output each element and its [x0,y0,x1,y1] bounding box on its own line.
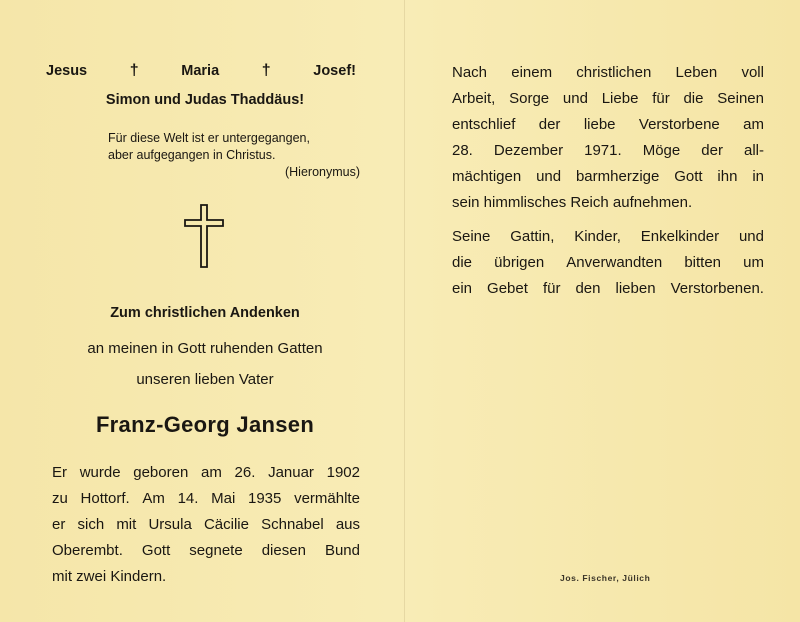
obituary-paragraph [452,60,764,216]
text-line: Arbeit, Sorge und Liebe für die Seinen [452,90,764,107]
quote-attribution: (Hieronymus) [284,165,360,179]
deceased-name: Franz-Georg Jansen [95,412,315,437]
dedication-line: an meinen in Gott ruhenden Gatten [87,340,323,357]
name-jesus: Jesus [46,63,88,79]
biography-paragraph [52,460,360,590]
printer-imprint: Jos. Fischer, Jülich [560,573,651,583]
text-line: Nach einem christlichen Leben voll [452,64,764,81]
text-line: mit zwei Kindern. [52,568,167,585]
quote-block [108,130,360,181]
name-maria: Maria [181,63,220,79]
text-line: entschlief der liebe Verstorbene am [452,116,764,133]
apostles-line: Simon und Judas Thaddäus! [105,92,305,108]
text-line: mächtigen und barmherzige Gott ihn in [452,168,764,185]
text-line: er sich mit Ursula Cäcilie Schnabel aus [52,516,360,533]
quote-line: aber aufgegangen in Christus. [108,148,276,162]
text-line: Seine Gattin, Kinder, Enkelkinder und [452,228,764,245]
text-line: die übrigen Anverwandten bitten um [452,254,764,271]
right-panel [452,0,764,622]
text-line: 28. Dezember 1971. Möge der all- [452,142,764,159]
dedication-line: unseren lieben Vater [136,371,274,388]
card-fold-line [404,0,405,622]
text-line: ein Gebet für den lieben Verstorbenen. [452,280,764,297]
small-cross-icon: † [129,62,139,79]
text-line: Oberembt. Gott segnete diesen Bund [52,542,360,559]
small-cross-icon: † [261,62,271,79]
text-line: Er wurde geboren am 26. Januar 1902 [52,464,360,481]
cross-icon [183,204,225,268]
family-request-paragraph [452,224,764,302]
dedication-heading: Zum christlichen Andenken [110,305,300,321]
text-line: zu Hottorf. Am 14. Mai 1935 vermählte [52,490,360,507]
left-panel [40,0,370,622]
holy-names-row [46,62,356,80]
text-line: sein himmlisches Reich aufnehmen. [452,194,693,211]
name-josef: Josef! [313,63,356,79]
quote-line: Für diese Welt ist er untergegangen, [108,131,310,145]
